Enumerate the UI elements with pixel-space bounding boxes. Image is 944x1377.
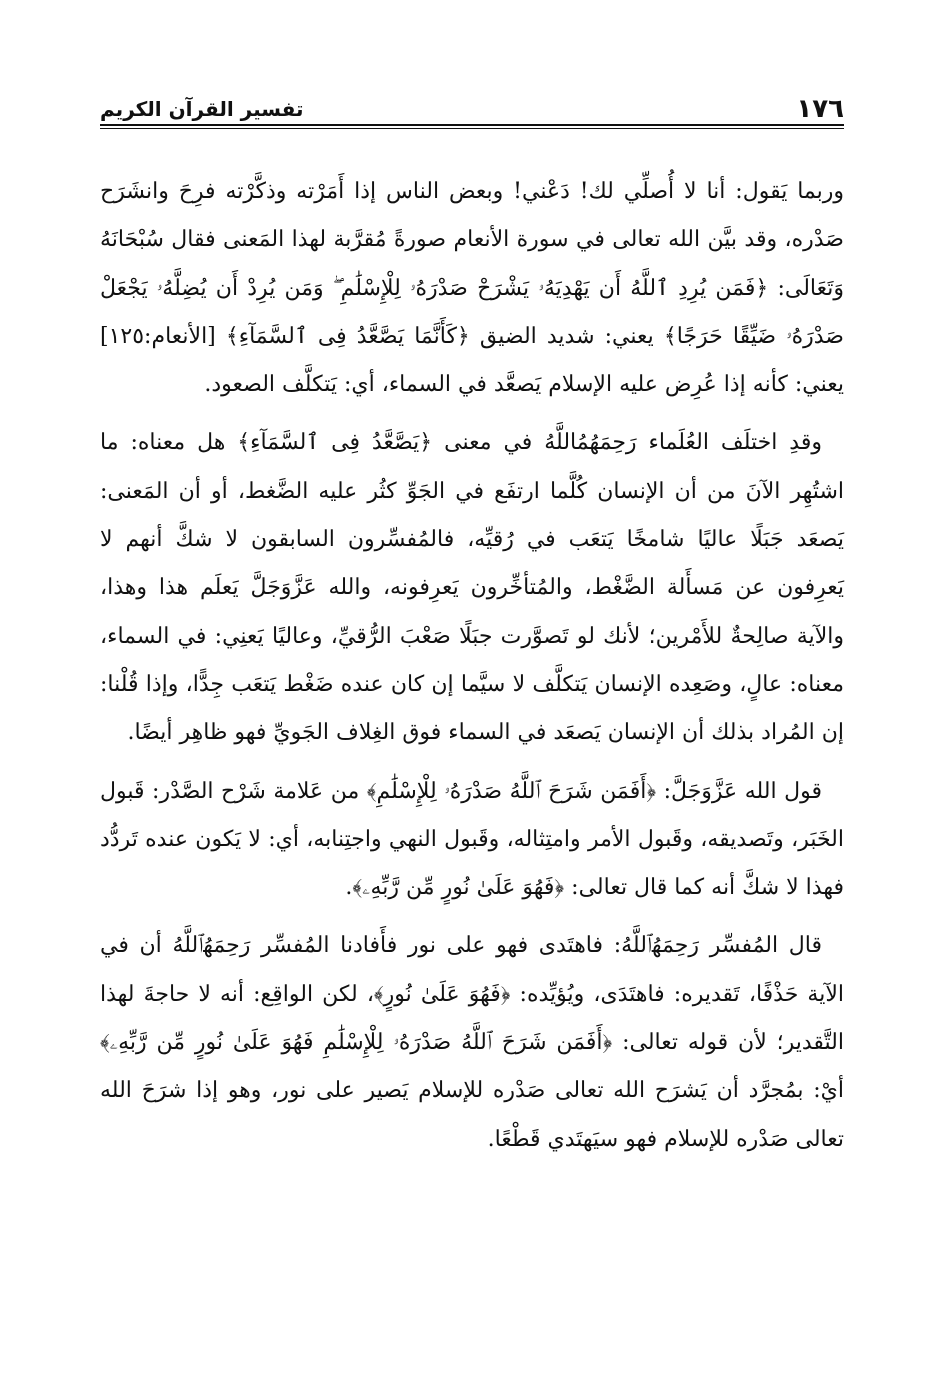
- paragraph: وقدِ اختلَف العُلَماء رَحِمَهُمُاللَّهُ في معنى ﴿يَصَّعَّدُ فِى ٱلسَّمَآءِ﴾ هل معناه: ما اشتُهِر الآنَ من أن الإنسان كُلَّما ارتفَع في الجَوِّ كثُر عليه الضَّغط، أو أن المَعنى: يَصعَد جَبَلًا عاليًا شامخًا يَتعَب في رُقيِّه، فالمُفسِّرون السابقون لا شكَّ أنهم لا يَعرِفون عن مَسأَلة الضَّغْط، والمُتأخِّرون يَعرِفونه، والله عَزَّوَجَلَّ يَعلَم هذا وهذا، والآية صالِحةٌ للأَمْرين؛ لأنك لو تَصوَّرت جبَلًا صَعْبَ الرُّقيِّ، وعاليًا يَعنِي: في السماء، معناه: عالٍ، وصَعِده الإنسان يَتكلَّف لا سيَّما إن كان عنده ضَغْط يَتعَب جِدًّا، وإذا قُلْنا: إن المُراد بذلك أن الإنسان يَصعَد في السماء فوق الغِلاف الجَويِّ فهو ظاهِر أيضًا.: [100, 430, 844, 746]
- paragraph: قال المُفسِّر رَحِمَهُٱللَّهُ: فاهتَدى فهو على نور فأَفادنا المُفسِّر رَحِمَهُٱللَّهُ أن في الآية حَذْفًا، تَقديره: فاهتَدَى، ويُؤيِّده: ﴿فَهُوَ عَلَىٰ نُورٍ﴾، لكن الواقِع: أنه لا حاجةَ لهذا التَّقدير؛ لأن قوله تعالى: ﴿أَفَمَن شَرَحَ ٱللَّهُ صَدْرَهُۥ لِلْإِسْلَٰمِ فَهُوَ عَلَىٰ نُورٍ مِّن رَّبِّهِۦ﴾ أيْ: بمُجرَّد أن يَشرَح الله تعالى صَدْره للإسلام يَصير على نور، وهو إذا شرَحَ الله تعالى صَدْره للإسلام فهو سيَهتَدي قَطْعًا.: [100, 933, 844, 1152]
- header-rule-thin: [100, 128, 844, 129]
- paragraph: قول الله عَزَّوَجَلَّ: ﴿أَفَمَن شَرَحَ ٱللَّهُ صَدْرَهُۥ لِلْإِسْلَٰمِ﴾ من عَلامة شَرْح الصَّدْر: قَبول الخَبَر، وتَصديقه، وقَبول الأمر وامتِثاله، وقَبول النهي واجتِنابه، أي: لا يَكون عنده تَردُّد فهذا لا شكَّ أنه كما قال تعالى: ﴿فَهُوَ عَلَىٰ نُورٍ مِّن رَّبِّهِۦ﴾.: [100, 778, 844, 901]
- body-text: [100, 168, 844, 1174]
- running-title: تفسير القرآن الكريم: [100, 97, 304, 121]
- header-rule: [100, 124, 844, 126]
- page-number: ١٧٦: [796, 94, 844, 124]
- paragraph: وربما يَقول: أنا لا أُصلِّي لك! دَعْني! وبعض الناس إذا أَمَرْته وذكَّرْته فرِحَ وانشَرَح صَدْره، وقد بيَّن الله تعالى في سورة الأنعام صورةً مُقرَّبة لهذا المَعنى فقال سُبْحَانَهُ وَتَعَالَى: ﴿فَمَن يُرِدِ ٱللَّهُ أَن يَهْدِيَهُۥ يَشْرَحْ صَدْرَهُۥ لِلْإِسْلَٰمِ ۖ وَمَن يُرِدْ أَن يُضِلَّهُۥ يَجْعَلْ صَدْرَهُۥ ضَيِّقًا حَرَجًا﴾ يعني: شديد الضيق ﴿كَأَنَّمَا يَصَّعَّدُ فِى ٱلسَّمَآءِ﴾ [الأنعام:١٢٥] يعني: كأنه إذا عُرِض عليه الإسلام يَصعَّد في السماء، أي: يَتكلَّف الصعود.: [100, 179, 844, 398]
- page-header: [100, 84, 844, 124]
